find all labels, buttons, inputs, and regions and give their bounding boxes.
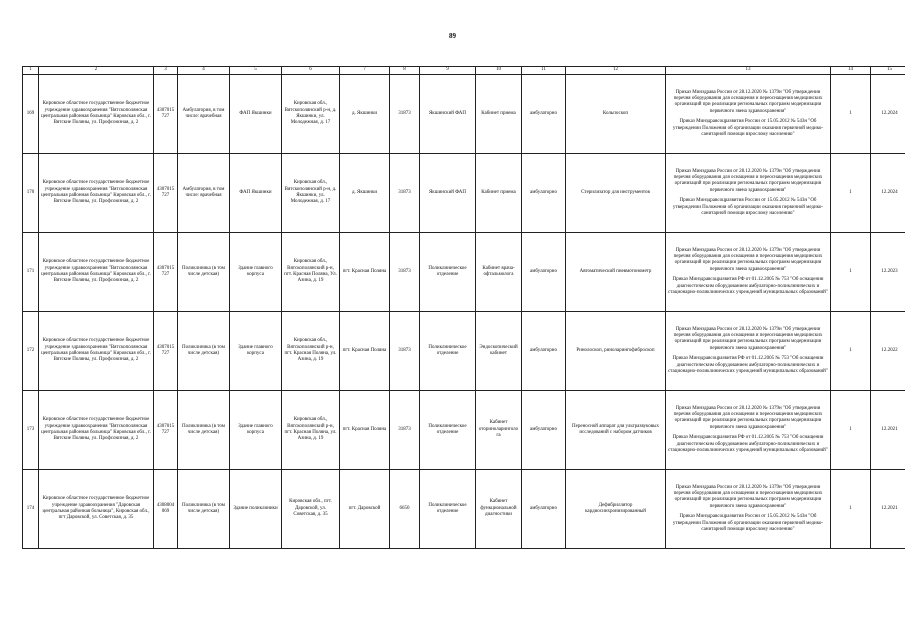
column-number: 9 [420,67,476,75]
code-cell: 6650 [390,470,420,549]
column-number: 12 [566,67,666,75]
quantity-cell: 1 [831,312,871,391]
address-cell: Кировская обл., Вятскополянский р-н, пгт. Красная Поляна, ул. Азина, д. 19 [282,312,340,391]
equipment-cell: Переносной аппарат для ультразвуковых исследований с набором датчиков [566,391,666,470]
equipment-cell: Кольпоскоп [566,75,666,154]
column-number: 4 [178,67,230,75]
legal-basis-cell [666,470,831,549]
column-number: 14 [831,67,871,75]
column-number: 11 [522,67,566,75]
department-cell: Якшинский ФАП [420,154,476,233]
legal-basis-text: Приказ Минздравсоцразвития России от 15.05.2012 № 543н "Об утверждении Положения об организации оказания первичной медико-санитарной помощи взрослому населению" [672,514,824,533]
address-cell: Кировская обл., Вятскополянский р-н, д. Якшинки, ул. Молодежная, д. 17 [282,75,340,154]
cabinet-cell: Кабинет приема [476,154,522,233]
legal-basis-text: Приказ Минздрава России от 28.12.2020 № 1379н "Об утверждении перечня оборудования для оснащения и переоснащения медицинских организаций при реализации региональных программ модернизации первичного звена здравоохранения" [673,168,823,193]
inn-cell: 4307015727 [154,75,178,154]
column-number: 6 [282,67,340,75]
organization-cell: Кировское областное государственное бюджетное учреждение здравоохранения "Вятскополянская центральная районная больница" Кировская обл., г. Вятские Поляны, ул. Профсоюзная, д. 2 [39,154,154,233]
organization-cell: Кировское областное государственное бюджетное учреждение здравоохранения "Вятскополянская центральная районная больница" Кировская обл., г. Вятские Поляны, ул. Профсоюзная, д. 2 [39,312,154,391]
department-cell: Поликлиническое отделение [420,233,476,312]
facility-type-cell: Поликлиника (в том числе детская) [178,470,230,549]
care-form-cell: амбулаторно [522,312,566,391]
care-form-cell: амбулаторно [522,75,566,154]
cabinet-cell: Кабинет приема [476,75,522,154]
quantity-cell: 1 [831,233,871,312]
locality-cell: пгт. Красная Поляна [340,312,390,391]
legal-basis-text: Приказ Минздрава России от 28.12.2020 № 1379н "Об утверждении перечня оборудования для оснащения и переоснащения медицинских организаций при реализации региональных программ модернизации первичного звена здравоохранения" [673,247,823,272]
inn-cell: 4307015727 [154,391,178,470]
column-number: 2 [39,67,154,75]
table-row [23,233,905,312]
cabinet-cell: Кабинет функциональной диагностики [476,470,522,549]
cabinet-cell: Кабинет оториноларинголога [476,391,522,470]
facility-type-cell: Поликлиника (в том числе детская) [178,391,230,470]
facility-type-cell: Поликлиника (в том числе детская) [178,233,230,312]
column-number: 13 [666,67,831,75]
page-number: 89 [449,32,456,40]
facility-type-cell: Амбулатория, в том числе: врачебная [178,75,230,154]
cabinet-cell: Кабинет врача-офтальмолога [476,233,522,312]
row-number-cell: 170 [23,154,39,233]
locality-cell: д. Якшинки [340,75,390,154]
care-form-cell: амбулаторно [522,154,566,233]
inn-cell: 4307015727 [154,154,178,233]
deadline-cell: 12.2022 [871,312,905,391]
table-row [23,391,905,470]
care-form-cell: амбулаторно [522,470,566,549]
deadline-cell: 12.2024 [871,154,905,233]
row-number-cell: 172 [23,312,39,391]
quantity-cell: 1 [831,470,871,549]
address-cell: Кировская обл., Вятскополянский р-н, пгт. Красная Поляна, ул. Азина, д. 19 [282,391,340,470]
row-number-cell: 173 [23,391,39,470]
inn-cell: 4307015727 [154,233,178,312]
deadline-cell: 12.2024 [871,75,905,154]
department-cell: Поликлиническое отделение [420,391,476,470]
code-cell: 31873 [390,312,420,391]
inn-cell: 4308004069 [154,470,178,549]
locality-cell: пгт. Даровской [340,470,390,549]
table-row [23,312,905,391]
code-cell: 31873 [390,391,420,470]
deadline-cell: 12.2021 [871,470,905,549]
address-cell: Кировская обл., Вятскополянский р-н, пгт. Красная Поляна, Ул. Азина, д. 19 [282,233,340,312]
organization-cell: Кировское областное государственное бюджетное учреждение здравоохранения "Вятскополянская центральная районная больница" Кировская обл., г. Вятские Поляны, ул. Профсоюзная, д. 2 [39,233,154,312]
quantity-cell: 1 [831,391,871,470]
deadline-cell: 12.2021 [871,391,905,470]
facility-type-cell: Амбулатория, в том числе: врачебная [178,154,230,233]
column-number-row [23,67,905,75]
unit-cell: Здание поликлиники [230,470,282,549]
code-cell: 31873 [390,154,420,233]
cabinet-cell: Эндоскопический кабинет [476,312,522,391]
department-cell: Поликлиническое отделение [420,312,476,391]
equipment-cell: Стерилизатор для инструментов [566,154,666,233]
equipment-cell: Автоматический пневмотонометр [566,233,666,312]
unit-cell: ФАП Якшинки [230,154,282,233]
facility-type-cell: Поликлиника (в том числе детская) [178,312,230,391]
department-cell: Поликлиническое отделение [420,470,476,549]
inn-cell: 4307015727 [154,312,178,391]
legal-basis-cell [666,312,831,391]
legal-basis-cell [666,391,831,470]
legal-basis-cell [666,75,831,154]
legal-basis-text: Приказ Минздрава России от 28.12.2020 № 1379н "Об утверждении перечня оборудования для оснащения и переоснащения медицинских организаций при реализации региональных программ модернизации первичного звена здравоохранения" [673,484,823,509]
legal-basis-text: Приказ Минздравсоцразвития России от 15.05.2012 № 543н "Об утверждении Положения об организации оказания первичной медико-санитарной помощи взрослому населению" [672,198,824,217]
row-number-cell: 171 [23,233,39,312]
locality-cell: д. Якшинки [340,154,390,233]
address-cell: Кировская обл., пгт. Даровской, ул. Советская, д. 35 [282,470,340,549]
row-number-cell: 169 [23,75,39,154]
locality-cell: пгт. Красная Поляна [340,391,390,470]
quantity-cell: 1 [831,75,871,154]
legal-basis-text: Приказ Минздравсоцразвития России от 15.05.2012 № 543н "Об утверждении Положения об организации оказания первичной медико-санитарной помощи взрослому населению" [672,119,824,138]
column-number: 8 [390,67,420,75]
unit-cell: Здание главного корпуса [230,391,282,470]
code-cell: 31873 [390,75,420,154]
unit-cell: ФАП Якшинки [230,75,282,154]
legal-basis-cell [666,154,831,233]
locality-cell: пгт. Красная Поляна [340,233,390,312]
code-cell: 31873 [390,233,420,312]
column-number: 7 [340,67,390,75]
legal-basis-text: Приказ Минздравсоцразвития РФ от 01.12.2005 № 753 "Об оснащении диагностическим оборудованием амбулаторно-поликлинических и стационарно-поликлинических учреждений муниципальных образований" [668,356,828,375]
care-form-cell: амбулаторно [522,233,566,312]
table-row [23,75,905,154]
column-number: 3 [154,67,178,75]
legal-basis-text: Приказ Минздрава России от 28.12.2020 № 1379н "Об утверждении перечня оборудования для оснащения и переоснащения медицинских организаций при реализации региональных программ модернизации первичного звена здравоохранения" [673,405,823,430]
department-cell: Якшинский ФАП [420,75,476,154]
column-number: 15 [871,67,905,75]
legal-basis-text: Приказ Минздрава России от 28.12.2020 № 1379н "Об утверждении перечня оборудования для оснащения и переоснащения медицинских организаций при реализации региональных программ модернизации первичного звена здравоохранения" [673,89,823,114]
legal-basis-text: Приказ Минздравсоцразвития РФ от 01.12.2005 № 753 "Об оснащении диагностическим оборудованием амбулаторно-поликлинических и стационарно-поликлинических учреждений муниципальных образований" [668,435,828,454]
legal-basis-cell [666,233,831,312]
address-cell: Кировская обл., Вятскополянский р-н, д. Якшинки, ул. Молодежная, д. 17 [282,154,340,233]
equipment-register-table [22,66,905,549]
legal-basis-text: Приказ Минздравсоцразвития РФ от 01.12.2005 № 753 "Об оснащении диагностическим оборудованием амбулаторно-поликлинических и стационарно-поликлинических учреждений муниципальных образований" [668,277,828,296]
unit-cell: Здание главного корпуса [230,312,282,391]
organization-cell: Кировское областное государственное бюджетное учреждение здравоохранения "Вятскополянская центральная районная больница" Кировская обл., г. Вятские Поляны, ул. Профсоюзная, д. 2 [39,391,154,470]
equipment-cell: Ринолоскоп, риноларингофиброскоп [566,312,666,391]
care-form-cell: амбулаторно [522,391,566,470]
equipment-cell: Дефибриллятор кардиосинхронизированный [566,470,666,549]
column-number: 1 [23,67,39,75]
unit-cell: Здание главного корпуса [230,233,282,312]
table-row [23,154,905,233]
legal-basis-text: Приказ Минздрава России от 28.12.2020 № 1379н "Об утверждении перечня оборудования для оснащения и переоснащения медицинских организаций при реализации региональных программ модернизации первичного звена здравоохранения" [673,326,823,351]
row-number-cell: 174 [23,470,39,549]
column-number: 10 [476,67,522,75]
deadline-cell: 12.2023 [871,233,905,312]
organization-cell: Кировское областное государственное бюджетное учреждение здравоохранения "Вятскополянская центральная районная больница" Кировская обл., г. Вятские Поляны, ул. Профсоюзная, д. 2 [39,75,154,154]
quantity-cell: 1 [831,154,871,233]
organization-cell: Кировское областное государственное бюджетное учреждение здравоохранения "Даровская центральная районная больница", Кировская обл., пгт Даровской, ул. Советская, д. 35 [39,470,154,549]
table-row [23,470,905,549]
column-number: 5 [230,67,282,75]
